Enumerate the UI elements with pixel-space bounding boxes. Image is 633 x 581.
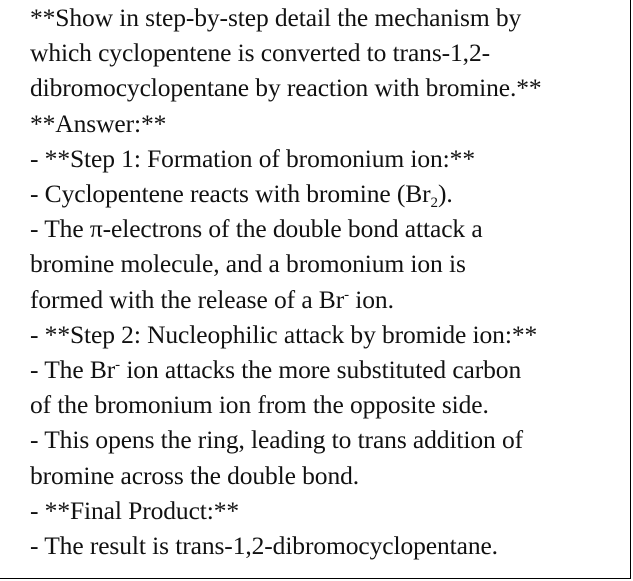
step-1-line-4 (30, 282, 630, 317)
final-product-heading: - **Final Product:** (30, 495, 240, 525)
step-1-line-1-text: - Cyclopentene reacts with bromine (Br (30, 179, 431, 209)
step-1-line-4-text: formed with the release of a Br (30, 284, 345, 314)
step-2-line-3: - This opens the ring, leading to trans addition of (30, 425, 524, 455)
step-1-line-3: bromine molecule, and a bromonium ion is (30, 249, 466, 279)
question-line-2: which cyclopentene is converted to trans-1,2- (30, 38, 491, 68)
step-1-heading: - **Step 1: Formation of bromonium ion:** (30, 143, 475, 173)
question-line-3: dibromocyclopentane by reaction with bromine.** (30, 73, 542, 103)
bromide-charge-1: - (344, 286, 350, 303)
step-2-line-1 (30, 352, 630, 387)
final-product-line: - The result is trans-1,2-dibromocyclopentane. (30, 531, 498, 561)
step-2-line-1-tail: ion attacks the more substituted carbon (120, 355, 522, 385)
br2-close: ). (437, 179, 453, 209)
step-1-line-2: - The π-electrons of the double bond attack a (30, 214, 483, 244)
step-2-line-2: of the bromonium ion from the opposite side. (30, 390, 489, 420)
step-1-line-1 (30, 176, 630, 211)
step-2-line-4: bromine across the double bond. (30, 460, 360, 490)
step-2-heading: - **Step 2: Nucleophilic attack by bromide ion:** (30, 319, 538, 349)
answer-heading: **Answer:** (30, 108, 167, 138)
step-1-line-4-tail: ion. (349, 284, 394, 314)
step-2-line-1-text: - The Br (30, 355, 116, 385)
document-body (30, 0, 630, 563)
br2-subscript: 2 (430, 195, 438, 212)
question-line-1: **Show in step-by-step detail the mechanism by (30, 3, 522, 32)
bromide-charge-2: - (115, 357, 121, 374)
